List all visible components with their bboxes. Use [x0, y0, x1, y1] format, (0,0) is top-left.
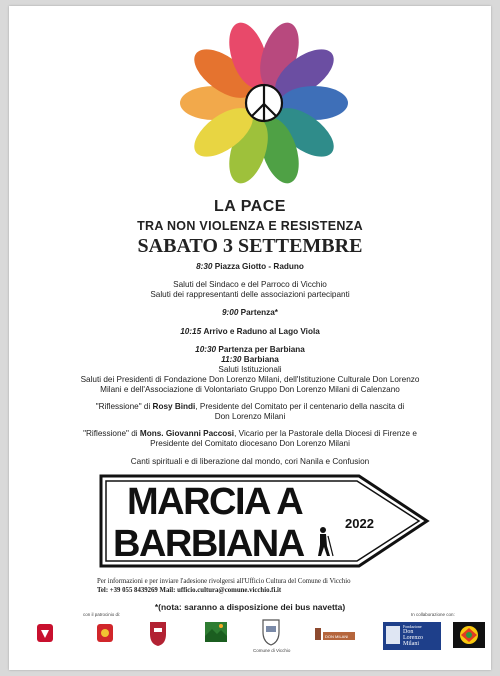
- contact-line-1: Per informazioni e per inviare l'adesione rivolgersi all'Ufficio Cultura del Comune di Vicchio: [97, 578, 351, 585]
- fondazione-milani-logo: [383, 622, 441, 650]
- item-text: Barbiana: [243, 355, 279, 364]
- fondazione-line-2: Don: [403, 629, 414, 635]
- speaker-role: , Presidente del Comitato per il centenario della nascita di: [195, 402, 405, 411]
- event-subtitle: TRA NON VIOLENZA E RESISTENZA: [137, 219, 363, 233]
- item-text: Partenza*: [240, 308, 278, 317]
- church-logo: [311, 624, 361, 642]
- collab-label: In collaborazione con:: [411, 612, 455, 617]
- comune-label: Comune di Vicchio: [253, 648, 291, 653]
- program-item-1-desc1: Saluti del Sindaco e del Parroco di Vicchio: [173, 280, 327, 289]
- program-item-2: [9, 308, 491, 319]
- event-title: LA PACE: [214, 198, 286, 215]
- svg-text:DON MILANI: DON MILANI: [325, 634, 349, 639]
- poster: [9, 6, 491, 670]
- program-item-1-desc2: Saluti dei rappresentanti delle associazioni partecipanti: [150, 290, 350, 299]
- comune-vicchio-crest-icon: [257, 618, 285, 646]
- program-item-5-desc2: Saluti dei Presidenti di Fondazione Don Lorenzo Milani, dell'Istituzione Culturale Don Lorenzo: [80, 375, 420, 384]
- contact-info: [97, 578, 351, 595]
- colorful-emblem-logo: [451, 620, 487, 650]
- landscape-logo: [203, 620, 229, 646]
- sign-line-1: MARCIA A: [127, 481, 303, 523]
- peace-flower-icon: [174, 18, 354, 188]
- program-item-1: [9, 262, 491, 273]
- fondazione-line-3: Lorenzo: [403, 635, 423, 641]
- program-item-5-desc3: Milani e dell'Associazione di Volontariato Gruppo Don Lorenzo Milani di Calenzano: [100, 385, 400, 394]
- time-label: 9:00: [222, 308, 239, 317]
- portrait-icon: [386, 626, 400, 644]
- riflessione-prefix: "Riflessione" di: [95, 402, 153, 411]
- riflessione-2: [9, 429, 491, 440]
- logos-strip: [19, 612, 489, 668]
- time-label: 10:30: [195, 345, 217, 354]
- program-item-5-desc1: Saluti Istituzionali: [218, 365, 282, 374]
- emblem-logo-3: [143, 620, 173, 648]
- riflessione-1: [9, 402, 491, 413]
- sign-year: 2022: [345, 516, 374, 531]
- time-label: 11:30: [221, 355, 242, 364]
- program-item-3: [9, 327, 491, 338]
- patrocinio-label: con il patrocinio di:: [83, 612, 121, 617]
- canti-text: Canti spirituali e di liberazione dal mondo, cori Nanila e Confusion: [130, 457, 370, 466]
- speaker-role: , Vicario per la Pastorale della Diocesi di Firenze e: [234, 429, 417, 438]
- contact-line-2: Tel: +39 055 8439269 Mail: ufficio.cultura@comune.vicchio.fi.it: [97, 586, 282, 594]
- fondazione-line-1: Fondazione: [403, 624, 422, 629]
- item-text: Partenza per Barbiana: [218, 345, 305, 354]
- riflessione-1-line2: Don Lorenzo Milani: [214, 412, 286, 421]
- road-sign-arrow: [97, 472, 433, 570]
- time-label: 10:15: [180, 327, 202, 336]
- riflessione-2-line2: Presidente del Comitato diocesano Don Lorenzo Milani: [150, 439, 350, 448]
- emblem-logo-1: [31, 622, 59, 646]
- speaker-name: Mons. Giovanni Paccosi: [139, 429, 235, 438]
- item-text: Arrivo e Raduno al Lago Viola: [203, 327, 320, 336]
- program-item-4: [9, 345, 491, 356]
- item-text: Piazza Giotto - Raduno: [214, 262, 304, 271]
- bus-note: *(nota: saranno a disposizione dei bus navetta): [154, 602, 346, 612]
- event-date: SABATO 3 SETTEMBRE: [137, 235, 363, 257]
- sign-line-2: BARBIANA: [113, 523, 304, 565]
- emblem-logo-2: [91, 622, 119, 646]
- time-label: 8:30: [196, 262, 213, 271]
- fondazione-line-4: Milani: [403, 641, 419, 647]
- speaker-name: Rosy Bindi: [152, 402, 196, 411]
- program-item-5: [9, 355, 491, 366]
- riflessione-prefix: "Riflessione" di: [83, 429, 140, 438]
